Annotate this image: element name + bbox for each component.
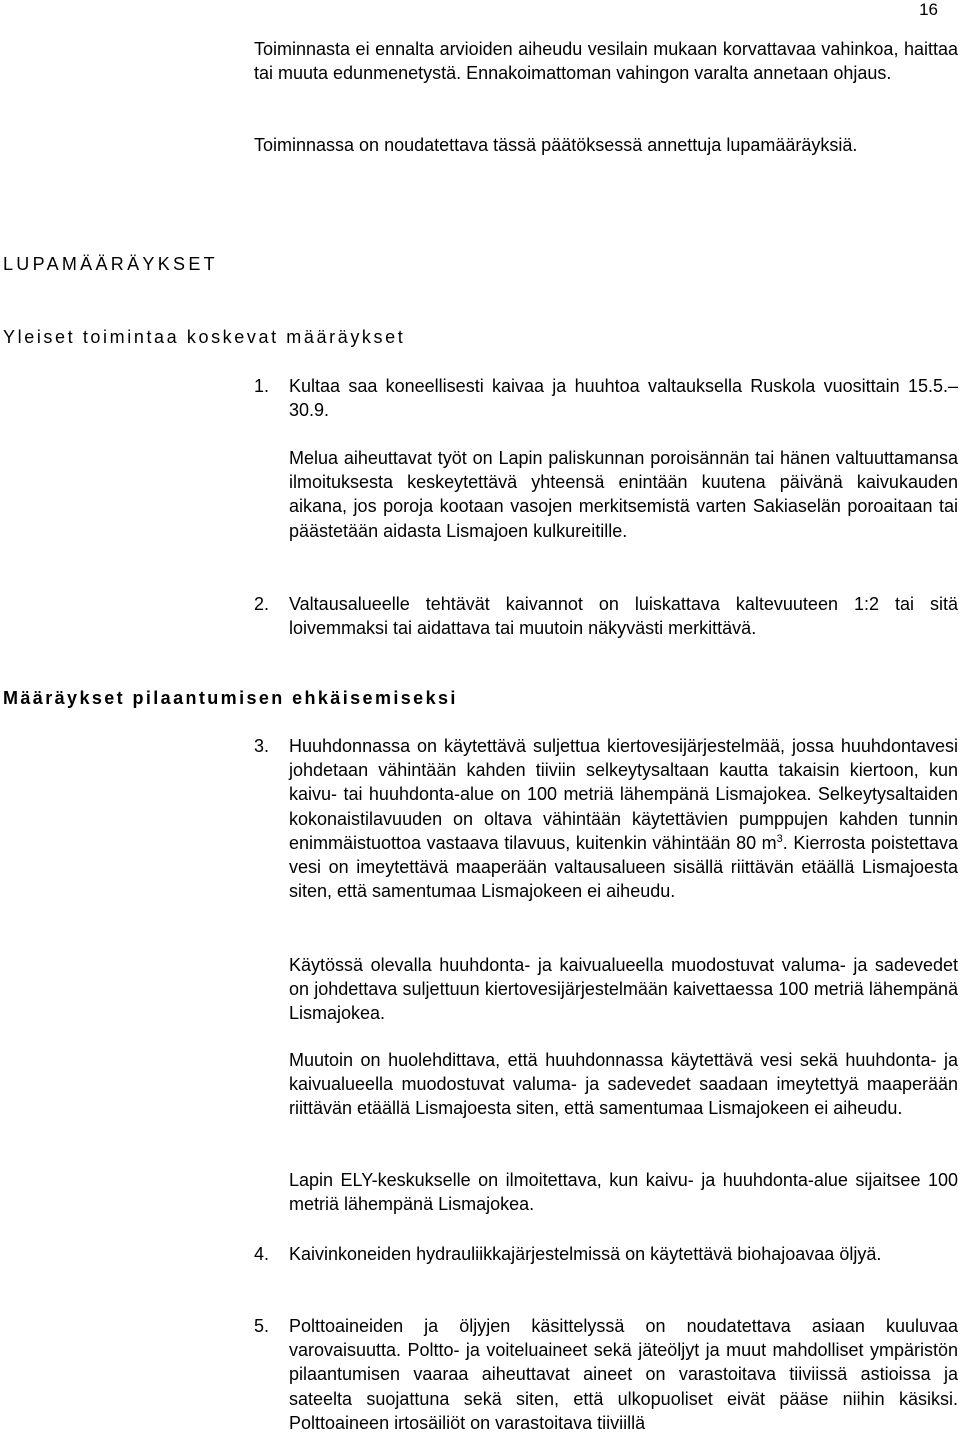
item-3-text bbox=[289, 734, 958, 903]
page-number: 16 bbox=[919, 0, 938, 19]
intro-paragraph-2: Toiminnassa on noudatettava tässä päätöksessä annettuja lupamääräyksiä. bbox=[254, 135, 858, 155]
item-5-text: Polttoaineiden ja öljyjen käsittelyssä on noudatettava asiaan kuuluvaa varovaisuutta. Poltto- ja voiteluaineet sekä jäteöljyt ja muut mahdolliset ympäristön pilaantumisen vaaraa aiheuttavat aineet on varastoitava tiiviissä astioissa ja sateelta suojattuna sekä siten, että ulkopuoliset eivät pääse niihin käsiksi. Polttoaineen irtosäiliöt on varastoitava tiiviillä bbox=[289, 1316, 958, 1433]
item-number: 2. bbox=[254, 594, 270, 614]
section-heading-pollution: Määräykset pilaantumisen ehkäisemiseksi bbox=[3, 688, 458, 708]
item-number: 5. bbox=[254, 1316, 270, 1336]
item-number: 4. bbox=[254, 1244, 270, 1264]
intro-paragraph-1: Toiminnasta ei ennalta arvioiden aiheudu vesilain mukaan korvattavaa vahinkoa, haittaa tai muuta edunmenetystä. Ennakoimattoman vahingon varalta annetaan ohjaus. bbox=[254, 39, 958, 84]
item-1-paragraph-2: Melua aiheuttavat työt on Lapin paliskunnan poroisännän tai hänen valtuuttamansa ilmoituksesta keskeytettävä yhteensä enintään kuutena päivänä kaivukauden aikana, jos poroja kootaan vasojen merkitsemistä varten Sakiaselän poroaitaan tai päästetään aidasta Lismajoen kulkureitille. bbox=[289, 448, 958, 541]
item-3-paragraph-3: Muutoin on huolehdittava, että huuhdonnassa käytettävä vesi sekä huuhdonta- ja kaivualueella muodostuvat valuma- ja sadevedet saadaan imeytettyä maaperään riittävän etäällä Lismajoesta siten, että samentumaa Lismajokeen ei aiheudu. bbox=[289, 1050, 958, 1119]
item-3-paragraph-4: Lapin ELY-keskukselle on ilmoitettava, kun kaivu- ja huuhdonta-alue sijaitsee 100 metriä lähempänä Lismajokea. bbox=[289, 1170, 958, 1215]
item-3-text-part-2: . Kierrosta poistettava vesi on imeytettävä maaperään valtausalueen sisällä riittävän etäällä Lismajoesta siten, että samentumaa Lismajokeen ei aiheudu. bbox=[289, 832, 958, 902]
item-3-text-part-1: Huuhdonnassa on käytettävä suljettua kiertovesijärjestelmää, jossa huuhdontavesi johdetaan vähintään kahden tiiviin selkeytysaltaan kautta takaisin kiertoon, kun kaivu- tai huuhdonta-alue on 100 metriä lähempänä Lismajokea. Selkeytysaltaiden kokonaistilavuuden on oltava vähintään käytettävien pumppujen kahden tunnin enimmäistuottoa vastaava tilavuus, kuitenkin vähintään 80 m bbox=[289, 736, 958, 853]
item-2-text: Valtausalueelle tehtävät kaivannot on luiskattava kaltevuuteen 1:2 tai sitä loivemmaksi tai aidattava tai muutoin näkyvästi merkittävä. bbox=[289, 594, 958, 639]
item-3-paragraph-2: Käytössä olevalla huuhdonta- ja kaivualueella muodostuvat valuma- ja sadevedet on johdettava suljettuun kiertovesijärjestelmään kaivettaessa 100 metriä lähempänä Lismajokea. bbox=[289, 955, 958, 1024]
item-1-text: Kultaa saa koneellisesti kaivaa ja huuhtoa valtauksella Ruskola vuosittain 15.5.–30.9. bbox=[289, 376, 958, 421]
item-number: 1. bbox=[254, 376, 270, 396]
superscript: 3 bbox=[776, 832, 783, 845]
item-4-text: Kaivinkoneiden hydrauliikkajärjestelmissä on käytettävä biohajoavaa öljyä. bbox=[289, 1244, 882, 1264]
item-number: 3. bbox=[254, 736, 270, 756]
main-heading: LUPAMÄÄRÄYKSET bbox=[3, 254, 218, 274]
section-heading-general: Yleiset toimintaa koskevat määräykset bbox=[3, 327, 406, 347]
